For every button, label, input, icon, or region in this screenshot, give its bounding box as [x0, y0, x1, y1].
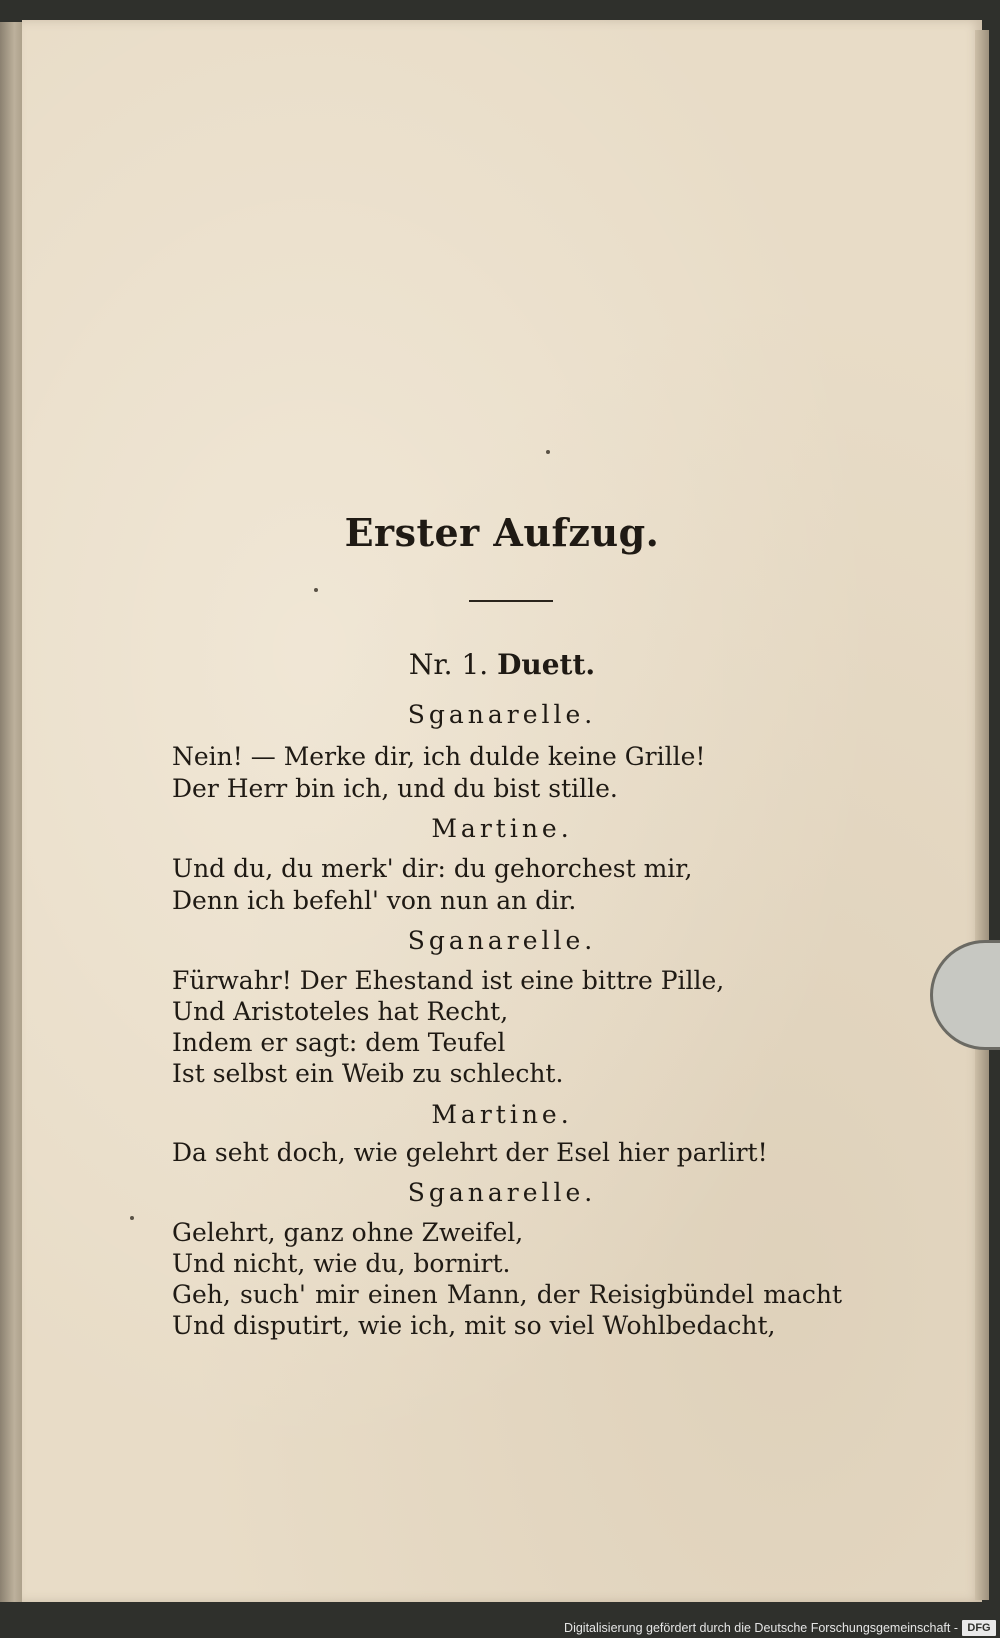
- verse-line: Indem er sagt: dem Teufel: [172, 1028, 506, 1057]
- page-title: Erster Aufzug.: [344, 510, 660, 555]
- verse-line: Nein! — Merke dir, ich dulde keine Grille!: [172, 742, 706, 771]
- title-divider: [469, 600, 553, 602]
- book-page: [22, 20, 982, 1602]
- book-left-edge: [0, 22, 24, 1602]
- section-heading: [22, 648, 982, 681]
- speaker-name: Sganarelle.: [407, 926, 597, 955]
- section-number: Nr. 1.: [408, 648, 489, 681]
- speaker-name: Martine.: [431, 1100, 573, 1129]
- paper-speck: [130, 1216, 134, 1220]
- book-right-edge: [975, 30, 989, 1600]
- verse-line: Und disputirt, wie ich, mit so viel Wohlbedacht,: [172, 1311, 776, 1340]
- paper-speck: [314, 588, 318, 592]
- speaker-name: Sganarelle.: [407, 700, 597, 729]
- digitization-footer: [564, 1619, 1000, 1638]
- footer-credit: Digitalisierung gefördert durch die Deutsche Forschungsgemeinschaft -: [564, 1621, 958, 1635]
- verse-line: Denn ich befehl' von nun an dir.: [172, 886, 577, 915]
- verse-line: Geh, such' mir einen Mann, der Reisigbündel macht: [172, 1280, 842, 1309]
- verse-line: Und du, du merk' dir: du gehorchest mir,: [172, 854, 693, 883]
- speaker-name: Martine.: [431, 814, 573, 843]
- speaker-name: Sganarelle.: [407, 1178, 597, 1207]
- verse-line: Und nicht, wie du, bornirt.: [172, 1249, 511, 1278]
- paper-speck: [546, 450, 550, 454]
- section-type: Duett.: [497, 648, 596, 681]
- verse-line: Fürwahr! Der Ehestand ist eine bittre Pille,: [172, 966, 725, 995]
- verse-line: Gelehrt, ganz ohne Zweifel,: [172, 1218, 524, 1247]
- verse-line: Ist selbst ein Weib zu schlecht.: [172, 1059, 564, 1088]
- verse-line: Da seht doch, wie gelehrt der Esel hier parlirt!: [172, 1138, 768, 1167]
- verse-line: Und Aristoteles hat Recht,: [172, 997, 509, 1026]
- verse-line: Der Herr bin ich, und du bist stille.: [172, 774, 618, 803]
- dfg-logo-icon: DFG: [962, 1620, 996, 1636]
